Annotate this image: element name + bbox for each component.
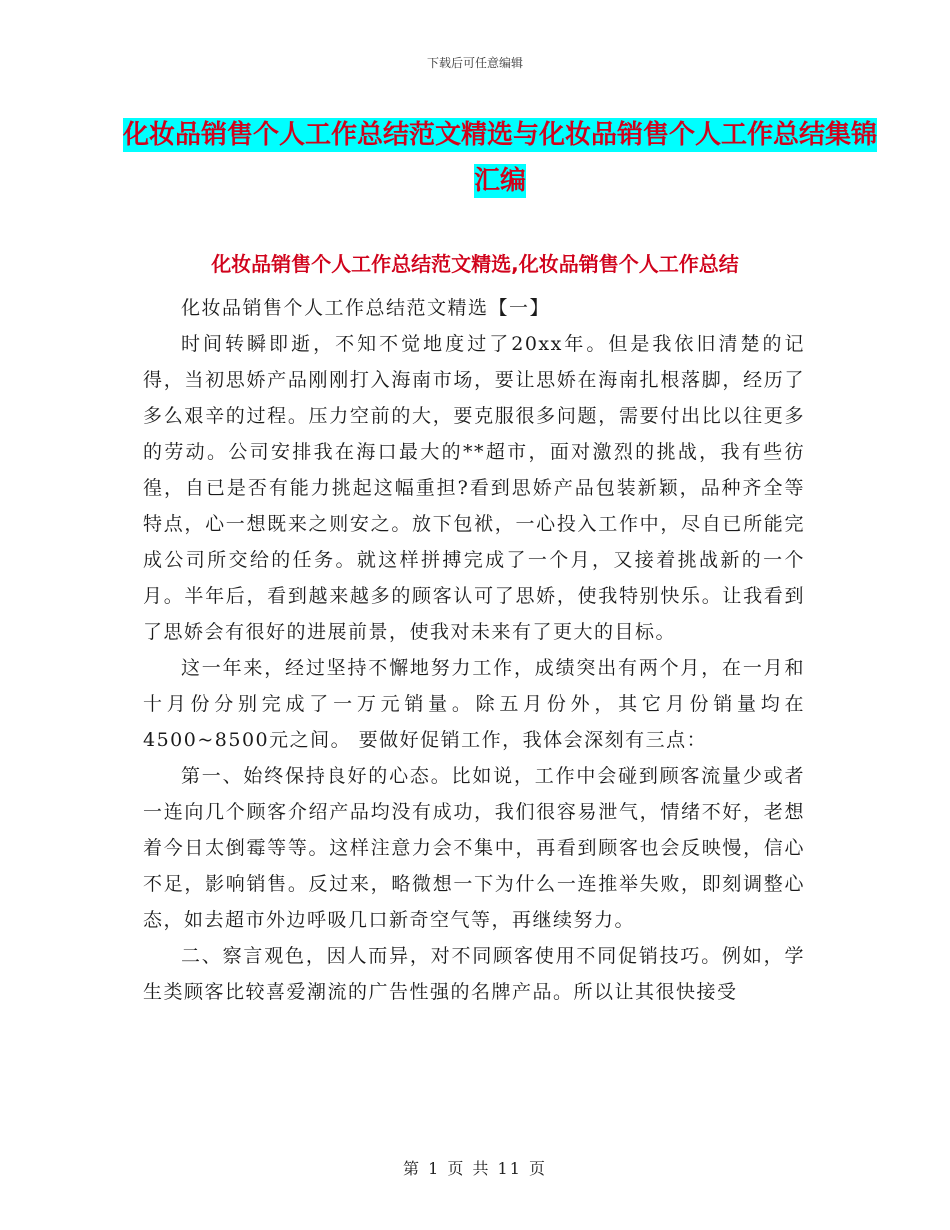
paragraph: 第一、始终保持良好的心态。比如说，工作中会碰到顾客流量少或者一连向几个顾客介绍产品均没有成功，我们很容易泄气，情绪不好，老想着今日太倒霉等等。这样注意力会不集中，再看到顾客也会反映慢，信心不足，影响销售。反过来，略微想一下为什么一连推举失败，即刻调整心态，如去超市外边呼吸几口新奇空气等，再继续努力。 (143, 765, 805, 931)
paragraph-heading: 化妆品销售个人工作总结范文精选【一】 (181, 297, 551, 319)
document-title (120, 112, 880, 204)
page-footer: 第 1 页 共 11 页 (403, 1159, 547, 1178)
paragraph: 这一年来，经过坚持不懈地努力工作，成绩突出有两个月，在一月和十月份分别完成了一万元销量。除五月份外，其它月份销量均在4500~8500元之间。 要做好促销工作，我体会深刻有三点： (143, 657, 805, 751)
paragraph: 二、察言观色，因人而异，对不同顾客使用不同促销技巧。例如，学生类顾客比较喜爱潮流的广告性强的名牌产品。所以让其很快接受 (143, 945, 805, 1003)
header-note: 下载后可任意编辑 (426, 56, 523, 70)
paragraph: 时间转瞬即逝，不知不觉地度过了20xx年。但是我依旧清楚的记得，当初思娇产品刚刚打入海南市场，要让思娇在海南扎根落脚，经历了多么艰辛的过程。压力空前的大，要克服很多问题，需要付出比以往更多的劳动。公司安排我在海口最大的**超市，面对激烈的挑战，我有些彷徨，自已是否有能力挑起这幅重担?看到思娇产品包装新颖，品种齐全等特点，心一想既来之则安之。放下包袱，一心投入工作中，尽自已所能完成公司所交给的任务。就这样拼搏完成了一个月，又接着挑战新的一个月。半年后，看到越来越多的顾客认可了思娇，使我特别快乐。让我看到了思娇会有很好的进展前景，使我对未来有了更大的目标。 (143, 333, 805, 643)
document-subtitle: 化妆品销售个人工作总结范文精选,化妆品销售个人工作总结 (211, 252, 739, 276)
document-title-text: 化妆品销售个人工作总结范文精选与化妆品销售个人工作总结集锦汇编 (122, 120, 877, 196)
document-body (143, 290, 805, 1010)
